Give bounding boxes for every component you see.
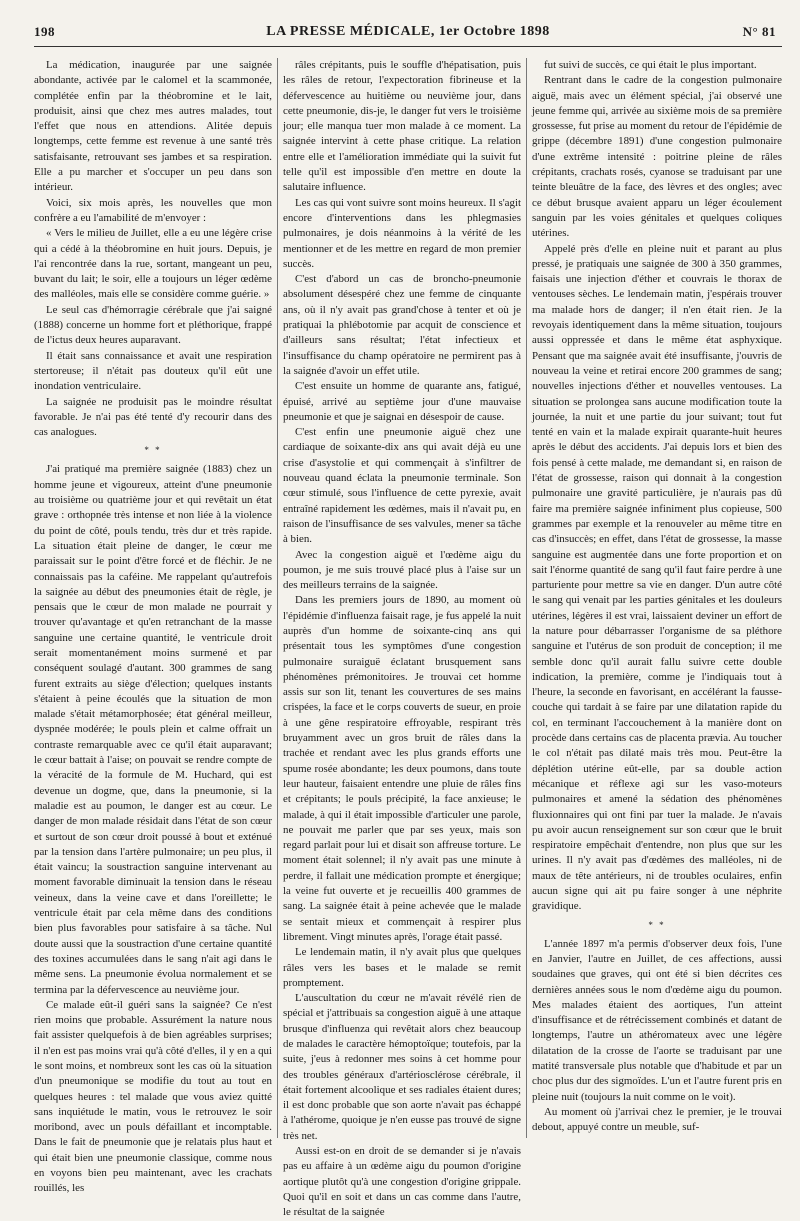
paragraph: L'année 1897 m'a permis d'observer deux fois, l'une en Janvier, l'autre en Juillet, de ces affections, aussi soudaines que graves, qui ont été si bien décrites ces dernières années sous le nom d'œdème aigu du poumon. Mes malades étaient des aortiques, l'un atteint d'insuffisance et de rétrécissement combinés et datant de longtemps, l'autre un athéromateux avec une légère dilatation de la crosse de l'aorte se traduisant par une matité transversale plus notable que d'habitude et par un choc plus dur des sigmoïdes. L'un et l'autre furent pris en pleine nuit (toujours la nuit comme on le voit). <box>532 937 782 1103</box>
paragraph: Aussi est-on en droit de se demander si je n'avais pas eu affaire à un œdème aigu du poumon d'origine aortique plutôt qu'à une congestion d'origine grippale. Quoi qu'il en soit et dans un cas comme dans l'autre, le résultat de la saignée <box>283 1145 521 1219</box>
paragraph: C'est ensuite un homme de quarante ans, fatigué, épuisé, arrivé au septième jour d'une mauvaise pneumonie et que je saignai en désespoir de cause. <box>283 380 521 423</box>
paragraph: Il était sans connaissance et avait une respiration stertoreuse; il n'était pas douteux qu'il eût une inondation ventriculaire. <box>34 349 272 393</box>
paragraph: C'est enfin une pneumonie aiguë chez une cardiaque de soixante-dix ans qui avait déjà eu une crise d'asystolie et qui commençait à s'infiltrer de nouveau quand éclata la pneumonie terminale. Son cœur stimulé, sous l'influence de cette pyrexie, avait entraîné rapidement les œdèmes, mais il n'avait pu, en raison de l'insuffisance de ses valvules, mener sa tâche à bien. <box>283 426 521 546</box>
paragraph: Les cas qui vont suivre sont moins heureux. Il s'agit encore d'interventions dans les phlegmasies pulmonaires, je dois néanmoins à la vérité de les mentionner et de les mettre en regard de mon premier succès. <box>283 196 521 270</box>
paragraph: Ce malade eût-il guéri sans la saignée? Ce n'est rien moins que probable. Assurément la nature nous fait assister quelquefois à de bien agréables surprises; il n'en est pas moins vrai qu'à côté d'elles, il y en a qui le sont moins, et nombreux sont les cas où la situation d'un pneumonique se modifie du tout au tout en quelques heures : tel malade que vous aviez quitté sans inquiétude le matin, vous le retrouvez le soir moribond, avec un pouls défaillant et incomptable. Dans le fait de pneumonie que je relatais plus haut et qui était bien une pneumonie classique, comme nous en voyons bien peu maintenant, avec les crachats rouillés, les <box>34 998 272 1195</box>
section-separator: * * <box>144 445 162 456</box>
paragraph: Voici, six mois après, les nouvelles que mon confrère a eu l'amabilité de m'envoyer : <box>34 196 272 224</box>
paragraph: La médication, inaugurée par une saignée abondante, activée par le calomel et la scammonée, complétée enfin par la théobromine et le lait, produisit, ainsi que chez mes autres malades, tout l'effet que nous en attendions. Alitée depuis longtemps, cette femme est revenue à une santé très satisfaisante, retrouvant ses jambes et sa respiration. Elle a pu marcher et s'occuper un peu dans son intérieur. <box>34 59 272 194</box>
text-column-3 <box>532 58 782 1138</box>
paragraph: Avec la congestion aiguë et l'œdème aigu du poumon, je me suis trouvé placé plus à l'aise sur un des meilleurs terrains de la saignée. <box>283 548 521 592</box>
paragraph: J'ai pratiqué ma première saignée (1883) chez un homme jeune et vigoureux, atteint d'une pneumonie au troisième ou quatrième jour et qui revêtait un état grave : orthopnée très intense et non liée à la violence du point de côté, pouls tendu, très dur et très rapide. La situation était pleine de danger, le cœur me paraissait sur le point d'être forcé et de fléchir. Je ne connaissais pas la caféine. Me rappelant qu'autrefois la saignée au début des pneumonies était de règle, je pensais que le cœur de mon malade ne pourrait y trouver qu'avantage et qu'en retranchant de la masse sanguine une certaine quantité, le ventricule droit serait momentanément moins surmené et par conséquent soulagé d'autant. 300 grammes de sang furent extraits au siège d'élection; quelques instants s'étaient à peine écoulés que la situation de mon malade s'était métamorphosée; état général meilleur, dyspnée modérée; le pouls plein et calme offrait un contraste remarquable avec ce qu'il était auparavant; le cœur battait à l'aise; on pouvait se rendre compte de la véracité de la formule de M. Huchard, qui est devenue un dogme, que, dans la pneumonie, si la maladie est au poumon, le danger est au cœur. Le danger de mon malade résidait dans l'état de son cœur et surtout de son cœur droit poussé à bout et exténué par la tension dans l'artère pulmonaire; un peu plus, il était vaincu; la soustraction sanguine intervenant au moment favorable diminuait la tension dans le réseau veineux, dans la veine cave et dans l'oreillette; le ventricule était par cela même dans des conditions bien plus favorables pour satisfaire à sa tâche. Nul doute aussi que la soustraction d'une certaine quantité des toxines accumulées dans le sang n'ait agi dans le même sens. La pneumonie évolua normalement et se termina par la défervescence au neuvième jour. <box>34 463 272 996</box>
text-column-1 <box>34 58 272 1195</box>
paragraph: fut suivi de succès, ce qui était le plus important. <box>544 59 757 71</box>
paragraph: C'est d'abord un cas de broncho-pneumonie absolument désespéré chez une femme de cinquante ans, où il n'y avait pas grand'chose à tenter et où je pratiquai la phlébotomie par acquit de conscience et d'ailleurs sans résultat; l'état infectieux et l'insuffisance du champ opératoire ne permirent pas à la saignée d'avoir un effet utile. <box>283 273 521 377</box>
paragraph: Rentrant dans le cadre de la congestion pulmonaire aiguë, mais avec un élément spécial, j'ai observé une jeune femme qui, arrivée au sixième mois de sa première grossesse, fut prise au moment du retour de l'épidémie de grippe (décembre 1891) d'une congestion pulmonaire d'une extrême intensité : poitrine pleine de râles crépitants, crachats rosés, cyanose se traduisant par une teinte bleuâtre de la face, des lèvres et des ongles; avec ce début brusque avaient apparu un léger écoulement sanguin par les voies génitales et quelques coliques utérines. <box>532 74 782 240</box>
paragraph: Appelé près d'elle en pleine nuit et parant au plus pressé, je pratiquais une saignée de 300 à 350 grammes, faisais une injection d'éther et couvrais le thorax de ventouses sèches. Le lendemain matin, j'espérais trouver ma malade hors de danger; il n'en était rien. Je la revoyais identiquement dans la même situation, toujours aussi oppressée et dans le même état asphyxique. Pensant que ma saignée avait été insuffisante, j'ouvris de nouveau la veine et retirai encore 200 grammes de sang; nouvelles injections d'éther et nouvelles ventouses. La situation se prolongea sans aucune modification toute la journée, la nuit et une partie du jour suivant; tout fut tenté en vain et la malade expirait quarante-huit heures après le début des accidents. J'ai depuis lors et bien des fois pensé à cette malade, me demandant si, en raison de l'état de grossesse, raison qui donnait à la congestion pulmonaire une gravité particulière, je n'aurais pas dû faire ma première saignée infiniment plus copieuse, 500 grammes par exemple et la renouveler au même titre en cas d'insuccès; en effet, dans l'état de grossesse, la masse sanguine est augmentée dans une forte proportion et on sait l'énorme quantité de sang qu'il faut faire perdre à une parturiente pour mettre sa vie en danger. D'un autre côté le sang qui venait par les parties génitales et les douleurs utérines, légères il est vrai, laissaient deviner un effort de la nature pour débarrasser l'organisme de sa pléthore sanguine et l'utérus de son produit de conception; il me semble donc qu'il aurait fallu suivre cette double indication, la première, comme je l'indiquais tout à l'heure, la seconde en favorisant, en accélérant la fausse-couche qui tardait à se faire par une dilatation rapide du col, en terminant l'accouchement à la manière dont on procède dans certains cas de placenta prævia. Au toucher le col n'était pas dilaté mais très mou. Peut-être la déplétion utérine eût-elle, par sa double action mécanique et réflexe agi sur les vaso-moteurs pulmonaires et amené la sédation des phénomènes fluxionnaires qui ont fini par tuer la malade. Je n'avais pu avoir aucun renseignement sur son cœur que le bruit respiratoire empêchait d'entendre, non plus que sur les urines. Il n'y avait pas d'œdèmes des malléoles, ni de maux de tête antérieurs, ni de troubles oculaires, enfin aucun signe qui ait pu faire songer à une néphrite gravidique. <box>532 242 782 913</box>
paragraph: Au moment où j'arrivai chez le premier, je le trouvai debout, appuyé contre un meuble, suf- <box>532 1105 782 1134</box>
column-rule <box>526 58 527 1138</box>
journal-title: LA PRESSE MÉDICALE, 1er Octobre 1898 <box>266 24 550 39</box>
column-rule <box>277 58 278 1138</box>
section-separator: * * <box>648 919 666 930</box>
paragraph: « Vers le milieu de Juillet, elle a eu une légère crise qui a cédé à la théobromine en huit jours. Depuis, je l'ai rencontrée dans la rue, sortant, mangeant un peu, buvant du lait; le soir, elle a toujours un léger œdème des malléoles, mais elle se considère comme guérie. » <box>34 227 272 301</box>
paragraph: La saignée ne produisit pas le moindre résultat favorable. Je n'ai pas été tenté d'y recourir dans des cas analogues. <box>34 395 272 439</box>
paragraph: Le seul cas d'hémorragie cérébrale que j'ai saigné (1888) concerne un homme fort et pléthorique, frappé de l'ictus deux heures auparavant. <box>34 303 272 347</box>
page-number: 198 <box>34 24 55 39</box>
page-header <box>34 20 782 47</box>
text-column-2 <box>283 58 521 1219</box>
paragraph: Le lendemain matin, il n'y avait plus que quelques râles vers les bases et le malade se remit promptement. <box>283 946 521 989</box>
paragraph: Dans les premiers jours de 1890, au moment où l'épidémie d'influenza faisait rage, je fus appelé la nuit auprès d'un homme de soixante-cinq ans qui présentait tous les symptômes d'une congestion pulmonaire suraiguë éclatant brusquement sans phénomènes prémonitoires. Je trouvai cet homme assis sur son lit, tenant les couvertures de ses mains crispées, la face et le corps couverts de sueur, en proie à une gêne respiratoire effroyable, respirant très bruyamment avec un gros bruit de râles dans la trachée et rendant avec les plus grands efforts une spume rosée abondante; les deux poumons, dans toute leur hauteur, faisaient entendre une pluie de râles fins et crépitants; le pouls précipité, la face anxieuse; le malade, à qui il était impossible d'articuler une parole, ne pouvait me parler que par ses yeux, mais son regard parlait pour lui et disait son affreuse torture. Le moment était solennel; il n'y avait pas une minute à perdre, il fallait une médication prompte et énergique; la veine fut ouverte et je recueillis 400 grammes de sang. La saignée était à peine achevée que le malade se sentait mieux et commençait à respirer plus librement. Vingt minutes après, l'orage était passé. <box>283 594 521 943</box>
paragraph: râles crépitants, puis le souffle d'hépatisation, puis les râles de retour, l'expectoration fibrineuse et la défervescence au huitième ou neuvième jour, dans cette pneumonie, dis-je, le danger fut vers le troisième jour; elle manqua tuer mon malade à ce moment. La saignée intervint à cette phase critique. La relation entre elle et l'amélioration immédiate qui la suivit fut telle qu'il est impossible d'en mettre en doute la salutaire influence. <box>283 59 521 194</box>
paragraph: L'auscultation du cœur ne m'avait révélé rien de spécial et j'attribuais sa congestion aiguë à une attaque brusque d'influenza qui revêtait alors chez beaucoup de malades le caractère hémoptoïque; toutefois, par la suite, j'eus à redonner mes soins à cet homme pour des troubles généraux d'artériosclérose cérébrale, il était fortement alcoolique et ses radiales étaient dures; il est donc probable que son aorte n'avait pas échappé à l'athérome, quoique je n'en eusse pas trouvé de signe très net. <box>283 992 521 1142</box>
issue-number: N° 81 <box>742 24 776 39</box>
